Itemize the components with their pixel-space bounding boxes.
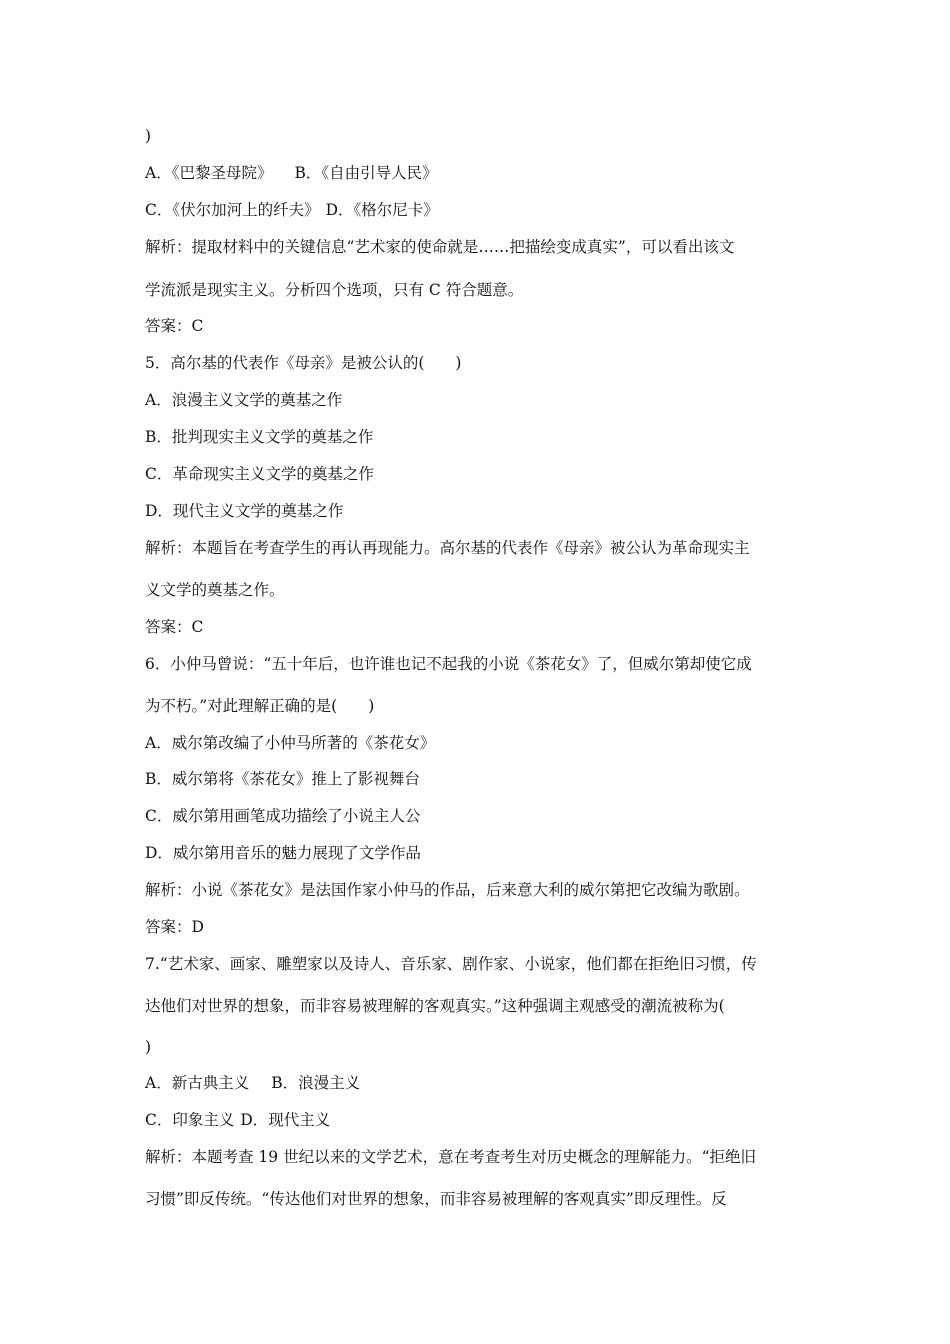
q7-stem-line-1: 7.“艺术家、画家、雕塑家以及诗人、音乐家、剧作家、小说家，他们都在拒绝旧习惯，传 [145, 955, 757, 973]
q5-option-c: C．革命现实主义文学的奠基之作 [145, 465, 374, 483]
q4-analysis-line-2: 学流派是现实主义。分析四个选项，只有 C 符合题意。 [145, 281, 524, 299]
q7-analysis-line-1: 解析：本题考查 19 世纪以来的文学艺术，意在考查考生对历史概念的理解能力。“拒绝旧 [145, 1148, 757, 1166]
q7-option-d: D．现代主义 [240, 1111, 331, 1129]
q6-option-d: D．威尔第用音乐的魅力展现了文学作品 [145, 844, 421, 862]
q5-option-b: B．批判现实主义文学的奠基之作 [145, 428, 374, 446]
q5-stem: 5．高尔基的代表作《母亲》是被公认的( ) [145, 354, 462, 372]
q4-answer: 答案：C [145, 317, 204, 335]
q7-stem-line-2: 达他们对世界的想象，而非容易被理解的客观真实。”这种强调主观感受的潮流被称为( [145, 997, 725, 1015]
q7-analysis-line-2: 习惯”即反传统。“传达他们对世界的想象，而非容易被理解的客观真实”即反理性。反 [145, 1190, 727, 1208]
q5-option-d: D．现代主义文学的奠基之作 [145, 502, 344, 520]
q6-option-c: C．威尔第用画笔成功描绘了小说主人公 [145, 807, 421, 825]
q6-answer: 答案：D [145, 918, 204, 936]
q4-stem-tail: ) [145, 127, 152, 145]
q4-analysis-line-1: 解析：提取材料中的关键信息“艺术家的使命就是……把描绘变成真实”，可以看出该文 [145, 238, 735, 256]
q5-analysis-line-1: 解析：本题旨在考查学生的再认再现能力。高尔基的代表作《母亲》被公认为革命现实主 [145, 539, 750, 557]
q6-analysis: 解析：小说《茶花女》是法国作家小仲马的作品，后来意大利的威尔第把它改编为歌剧。 [145, 881, 750, 899]
q5-answer: 答案：C [145, 618, 204, 636]
q7-option-a: A．新古典主义 [145, 1074, 250, 1092]
q5-option-a: A．浪漫主义文学的奠基之作 [145, 391, 343, 409]
q7-option-b: B．浪漫主义 [271, 1074, 361, 1092]
q4-option-a: A．《巴黎圣母院》 [145, 164, 273, 182]
q7-option-c: C．印象主义 [145, 1111, 235, 1129]
q4-options-row-1 [145, 163, 438, 183]
q6-stem-line-2: 为不朽。”对此理解正确的是( ) [145, 697, 375, 715]
q5-analysis-line-2: 义文学的奠基之作。 [145, 581, 285, 599]
q4-option-b: B．《自由引导人民》 [294, 164, 438, 182]
q6-option-a: A．威尔第改编了小仲马所著的《茶花女》 [145, 734, 436, 752]
q4-option-c: C．《伏尔加河上的纤夫》 [145, 201, 320, 219]
q4-options-row-2 [145, 200, 439, 220]
q6-option-b: B．威尔第将《茶花女》推上了影视舞台 [145, 770, 420, 788]
q4-option-d: D．《格尔尼卡》 [325, 201, 439, 219]
q7-stem-line-3: ) [145, 1038, 152, 1056]
q7-options-row-1 [145, 1073, 360, 1093]
q7-options-row-2 [145, 1110, 330, 1130]
q6-stem-line-1: 6．小仲马曾说：“五十年后，也许谁也记不起我的小说《茶花女》了，但威尔第却使它成 [145, 655, 752, 673]
